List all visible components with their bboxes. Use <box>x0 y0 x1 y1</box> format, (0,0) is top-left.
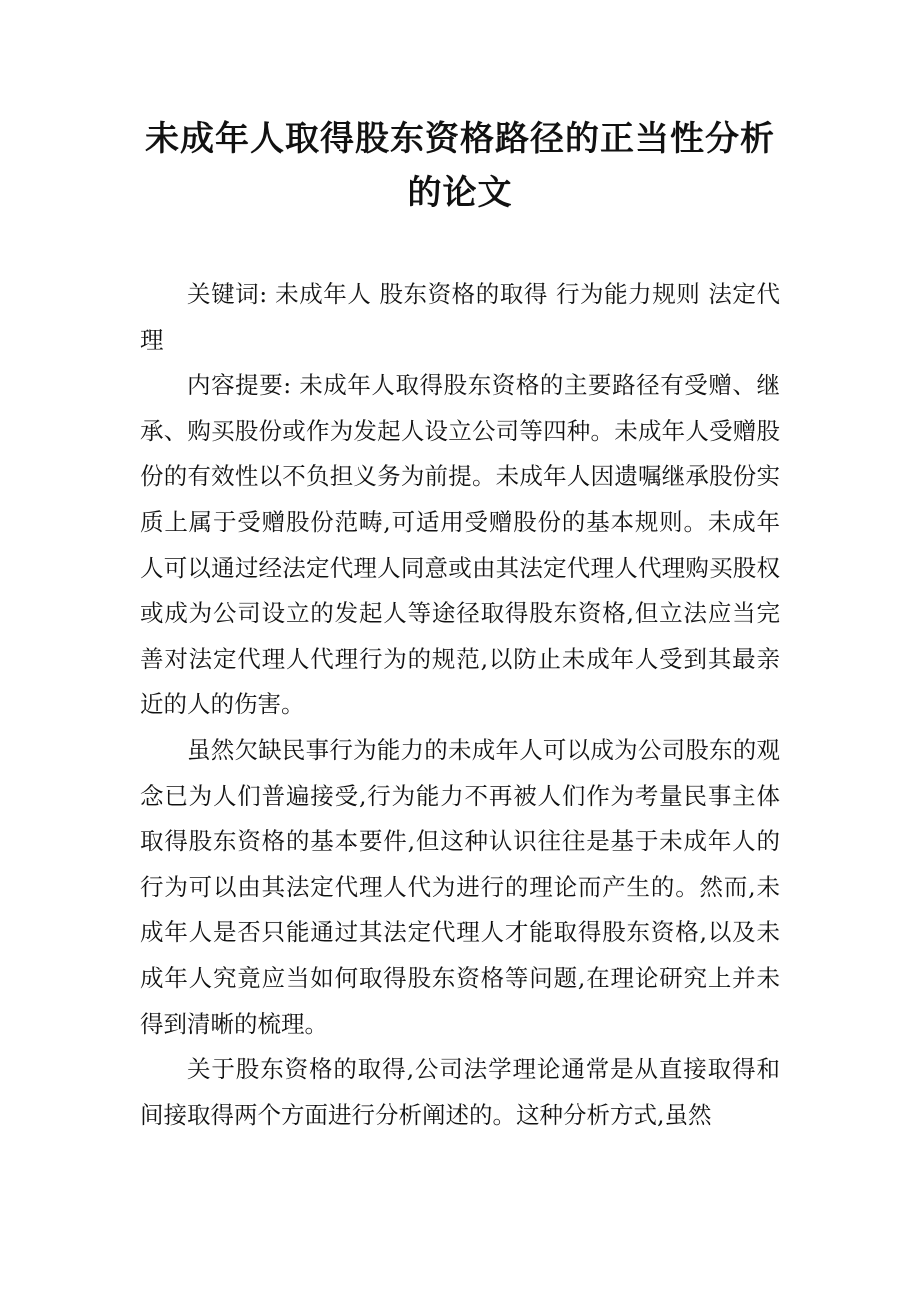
keywords-paragraph: 关键词: 未成年人 股东资格的取得 行为能力规则 法定代理 <box>140 280 780 354</box>
abstract-paragraph: 内容提要: 未成年人取得股东资格的主要路径有受赠、继承、购买股份或作为发起人设立公司等四种。未成年人受赠股份的有效性以不负担义务为前提。未成年人因遗嘱继承股份实质上属于受赠股份范畴,可适用受赠股份的基本规则。未成年人可以通过经法定代理人同意或由其法定代理人代理购买股权或成为公司设立的发起人等途径取得股东资格,但立法应当完善对法定代理人代理行为的规范,以防止未成年人受到其最亲近的人的伤害。 <box>140 371 780 719</box>
body-paragraph-2: 关于股东资格的取得,公司法学理论通常是从直接取得和间接取得两个方面进行分析阐述的。这种分析方式,虽然 <box>140 1055 780 1129</box>
document-title: 未成年人取得股东资格路径的正当性分析的论文 <box>145 119 775 213</box>
document-body <box>140 272 780 1138</box>
body-paragraph-1: 虽然欠缺民事行为能力的未成年人可以成为公司股东的观念已为人们普遍接受,行为能力不再被人们作为考量民事主体取得股东资格的基本要件,但这种认识往往是基于未成年人的行为可以由其法定代理人代为进行的理论而产生的。然而,未成年人是否只能通过其法定代理人才能取得股东资格,以及未成年人究竟应当如何取得股东资格等问题,在理论研究上并未得到清晰的梳理。 <box>140 735 780 1038</box>
